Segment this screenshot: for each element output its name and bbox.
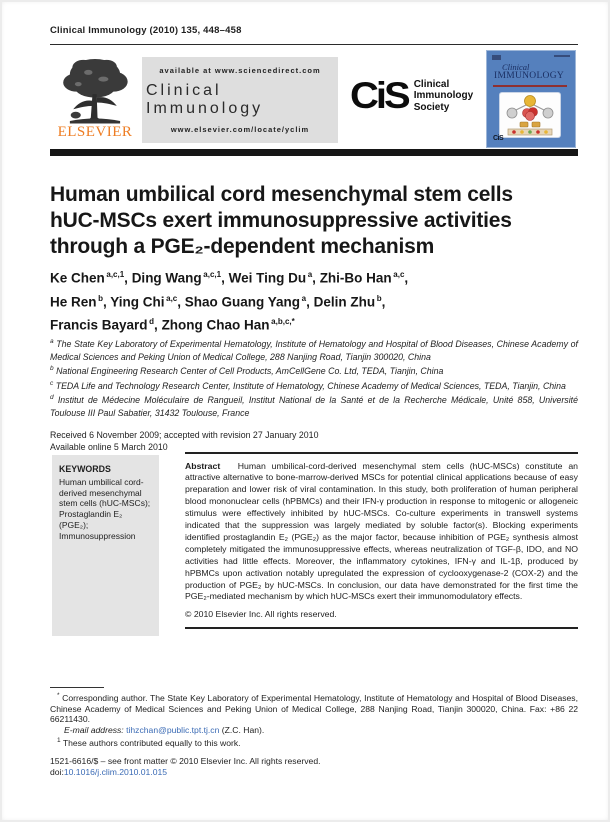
abstract-rule-bottom [185, 627, 578, 629]
title-line: through a PGE₂-dependent mechanism [50, 235, 435, 258]
cover-cis-mark: CiS [493, 135, 504, 142]
author-superscript: b [96, 293, 104, 303]
affiliation-superscript: b [50, 365, 54, 373]
affiliation-superscript: c [50, 379, 54, 387]
cover-title-clinical: Clinical [502, 62, 530, 72]
affiliation-item: $^a$ The State Key Laboratory of Experimental Hematology, Institute of Hematology and Hospital of Blood Diseases, Chinese Academy of Medical Sciences and Peking Union of Medical College, 288 Nanjing Road, Tianjin 300020, China [50, 338, 578, 362]
article-title [50, 182, 575, 260]
corresponding-author-note [50, 691, 578, 725]
author-name: Delin Zhu [313, 294, 376, 309]
affiliation-item: $^d$ Institut de Médecine Moléculaire de Rangueil, Institut National de la Santé et de la Recherche Médicale, Unité 858, Université Toulouse III Paul Sabatier, 31432 Toulouse, France [50, 394, 578, 418]
cover-subtitle-rule [493, 85, 567, 87]
available-online-line: Available online 5 March 2010 [50, 441, 168, 452]
author-superscript: a [300, 293, 307, 303]
keyword-item: Human umbilical cord-derived mesenchymal stem cells (hUC-MSCs); [59, 476, 151, 509]
author-superscript: a,b,c,* [269, 317, 295, 326]
doi-line [50, 767, 167, 778]
cover-issn-mark [554, 55, 570, 57]
affiliation-item: $^b$ National Engineering Research Center of Cell Products, AmCellGene Co. Ltd, TEDA, Tianjin, China [50, 365, 444, 377]
author-name: Wei Ting Du [228, 270, 307, 286]
received-line: Received 6 November 2009; accepted with revision 27 January 2010 [50, 430, 319, 440]
author-superscript: a,c [164, 293, 178, 303]
footnotes [50, 691, 578, 749]
abstract-text: Human umbilical-cord-derived mesenchymal stem cells (hUC-MSCs) constitute an attractive alternative to bone-marrow-derived MSCs for potential clinical applications because of easy preparation and lower risk of viral contamination. In this study, both proliferation of human peripheral blood mononuclear cells (hPBMCs) and their IFN-γ production in response to mitogenic or allogeneic stimulus were effectively inhibited by hUC-MSCs. Co-culture experiments in transwell systems indicated that the suppression was largely mediated by soluble factor(s). Blocking experiments identified prostaglandin E₂ (PGE₂) as the major factor, because inhibition of PGE₂ synthesis almost completely mitigated the immunosuppressive effects, whereas neutralization of TGF-β, IDO, and NO activities had little effects. Moreover, the inflammatory cytokines, IFN-γ and IL-1β, produced by hPBMCs upon activation notably upregulated the expression of cyclooxygenase-2 (COX-2) and the production of PGE₂ by hUC-MSCs. In conclusion, our data have demonstrated for the first time the PGE₂-mediated mechanism by which hUC-MSCs exert their immunomodulatory effects. [185, 460, 578, 602]
author-name: Zhong Chao Han [161, 317, 270, 333]
journal-homepage-url: www.elsevier.com/locate/yclim [170, 125, 310, 134]
cover-title-immunology: IMMUNOLOGY [494, 71, 565, 81]
email-line [50, 725, 578, 736]
abstract-paragraph [185, 454, 578, 610]
author-superscript: d [147, 317, 155, 326]
keyword-item: Prostaglandin E₂ (PGE₂); [59, 509, 123, 530]
cover-publisher-mark [492, 55, 501, 60]
journal-citation: Clinical Immunology (2010) 135, 448–458 [50, 25, 242, 36]
affiliation-superscript: d [50, 394, 54, 402]
author-name: Ying Chi [110, 294, 165, 309]
cis-society-line: Immunology [413, 90, 474, 102]
abstract-copyright: © 2010 Elsevier Inc. All rights reserved. [185, 609, 337, 620]
cover-title [494, 63, 564, 81]
elsevier-wordmark: ELSEVIER [57, 124, 133, 140]
doi-label: doi: [50, 767, 64, 777]
equal-contribution-text: These authors contributed equally to this work. [60, 737, 241, 748]
author-superscript: b [375, 293, 382, 303]
keywords-list [59, 477, 152, 542]
affiliation-item: $^c$ TEDA Life and Technology Research Center, Institute of Hematology, Chinese Academy of Medical Sciences, TEDA, Tianjin, China [50, 379, 566, 391]
cis-logo [350, 76, 473, 116]
email-label: E-mail address: [64, 725, 124, 736]
article-history [50, 430, 318, 453]
abstract-section [185, 452, 578, 629]
header-top-rule [50, 44, 578, 45]
cis-society-line: Society [413, 101, 450, 113]
author-superscript: a,c,1 [201, 270, 222, 279]
affiliations [50, 336, 578, 419]
cis-wordmark: CiS [350, 75, 408, 117]
author-name: Shao Guang Yang [184, 294, 301, 309]
abstract-label: Abstract [185, 460, 221, 471]
author-name: Zhi-Bo Han [319, 270, 392, 286]
header-black-bar [50, 149, 578, 156]
author-superscript: a,c,1 [104, 270, 125, 279]
email-link[interactable]: tihzchan@public.tpt.tj.cn [126, 725, 220, 736]
journal-name: Clinical Immunology [146, 82, 264, 117]
elsevier-tree-icon [48, 54, 142, 126]
email-suffix: (Z.C. Han). [219, 725, 265, 736]
cis-society-text [414, 79, 473, 114]
journal-cover-thumbnail [487, 51, 575, 147]
cover-diagram [500, 93, 560, 137]
author-name: Francis Bayard [50, 317, 148, 333]
elsevier-logo [48, 54, 142, 146]
corresponding-author-text: Corresponding author. The State Key Laboratory of Experimental Hematology, Institute of Hematology and Hospital of Blood Diseases, Chinese Academy of Medical Sciences and Peking Union of Medical College, 288 Nanjing Road, Tianjin 300020, China. Fax: +86 22 66211430. [50, 692, 578, 725]
affiliation-superscript: a [50, 338, 54, 345]
issn-line: 1521-6616/$ – see front matter © 2010 Elsevier Inc. All rights reserved. [50, 756, 321, 766]
cis-society-line: Clinical [413, 78, 450, 90]
title-line: hUC-MSCs exert immunosuppressive activities [50, 209, 512, 232]
author-name: Ding Wang [131, 270, 202, 286]
keywords-box [52, 455, 159, 636]
author-name: He Ren [50, 294, 97, 309]
footnote-one-marker: 1 [57, 737, 61, 745]
keyword-item: Immunosuppression [59, 530, 136, 541]
title-line: Human umbilical cord mesenchymal stem cells [50, 183, 513, 206]
sciencedirect-box [142, 57, 338, 143]
author-superscript: a,c [391, 270, 405, 279]
authors: Ke Chen $^{a,c,1}$, Ding Wang $^{a,c,1}$, Wei Ting Du $^a$, Zhi-Bo Han $^{a,c}$, He Ren $^b$, Ying Chi $^{a,c}$, Shao Guang Yang $^a$, Delin Zhu $^b$, Francis Bayard $^d$, Zhong Chao Han $^{a,b,c,*}$ [50, 270, 409, 333]
doi-link[interactable]: 10.1016/j.clim.2010.01.015 [63, 767, 168, 777]
sciencedirect-availability-text: available at www.sciencedirect.com [159, 66, 321, 75]
equal-contribution-note [50, 736, 578, 749]
asterisk-marker: * [57, 692, 60, 699]
footnote-rule [50, 687, 104, 688]
author-superscript: a [306, 270, 313, 279]
author-name: Ke Chen [50, 270, 105, 286]
keywords-heading: KEYWORDS [59, 464, 111, 474]
